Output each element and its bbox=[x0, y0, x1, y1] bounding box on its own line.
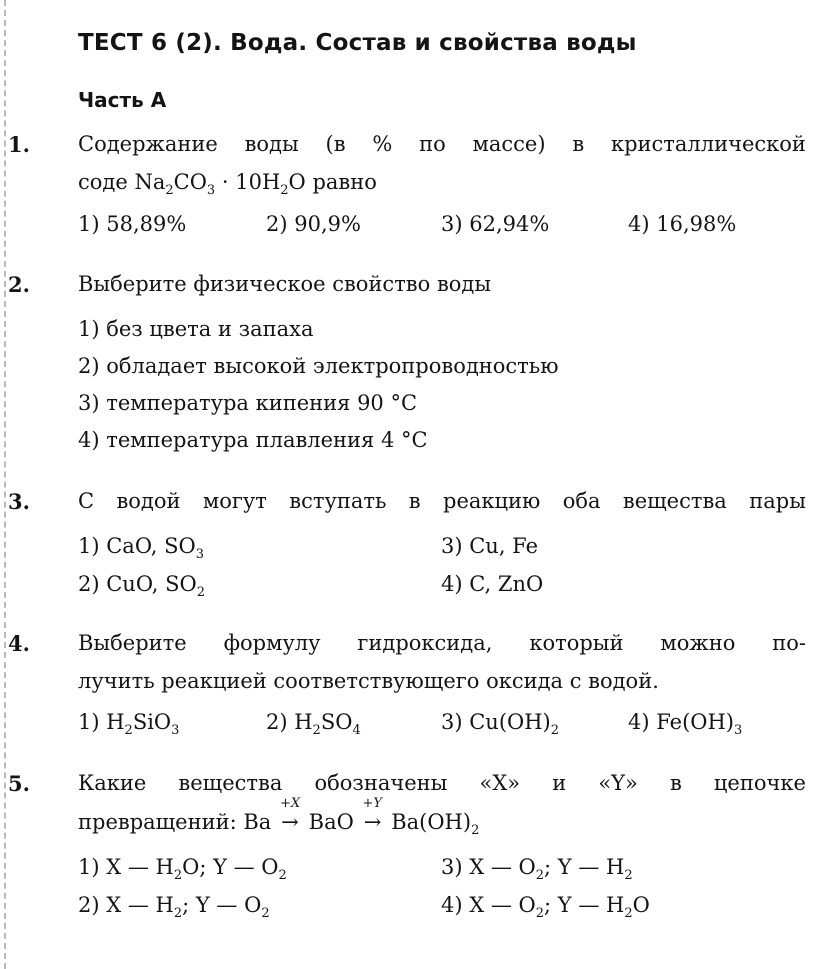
word: цепочке bbox=[713, 771, 806, 795]
part-heading: Часть А bbox=[78, 88, 167, 112]
formula-part: 4) X — O bbox=[441, 893, 536, 917]
formula-part: ; Y — H bbox=[544, 893, 625, 917]
formula-part: ; Y — O bbox=[182, 893, 262, 917]
word: по- bbox=[772, 631, 806, 655]
arrow-icon: → bbox=[363, 810, 382, 834]
question-5-option-2[interactable] bbox=[78, 893, 270, 921]
question-2-option-3[interactable]: 3) температура кипения 90 °С bbox=[78, 391, 418, 415]
word: оба bbox=[562, 489, 601, 513]
reaction-arrow-1 bbox=[278, 796, 302, 834]
subscript: 2 bbox=[124, 723, 133, 738]
question-2-option-4[interactable]: 4) температура плавления 4 °С bbox=[78, 428, 428, 452]
question-1-option-3[interactable]: 3) 62,94% bbox=[441, 212, 550, 236]
word: реакцию bbox=[443, 489, 541, 513]
arrow-label: +Y bbox=[362, 796, 382, 811]
subscript: 3 bbox=[206, 183, 216, 198]
text-part: превращений: Ba bbox=[78, 810, 278, 834]
subscript: 2 bbox=[535, 868, 545, 883]
question-5-option-1[interactable] bbox=[78, 855, 287, 883]
question-4-text-line1 bbox=[78, 631, 806, 655]
word: гидроксида, bbox=[357, 631, 493, 655]
question-4-option-4[interactable] bbox=[628, 710, 743, 738]
word: который bbox=[529, 631, 624, 655]
word: вещества bbox=[178, 771, 283, 795]
question-1-text-line2 bbox=[78, 170, 377, 198]
word: % bbox=[372, 132, 393, 156]
question-2-text: Выберите физическое свойство воды bbox=[78, 272, 492, 296]
formula-part: 3) Cu(OH) bbox=[441, 710, 551, 734]
subscript: 2 bbox=[173, 906, 183, 921]
subscript: 2 bbox=[261, 906, 270, 921]
subscript: 3 bbox=[734, 723, 743, 738]
word: формулу bbox=[223, 631, 321, 655]
subscript: 2 bbox=[312, 723, 321, 738]
word: массе) bbox=[472, 132, 546, 156]
word: «Y» bbox=[598, 771, 638, 795]
question-1-option-2[interactable]: 2) 90,9% bbox=[266, 212, 361, 236]
word: «X» bbox=[479, 771, 521, 795]
word: Содержание bbox=[78, 132, 218, 156]
subscript: 3 bbox=[171, 723, 180, 738]
formula-part: 2) H bbox=[266, 710, 313, 734]
subscript: 2 bbox=[550, 723, 560, 738]
formula-part: · 10H bbox=[215, 170, 281, 194]
question-1-option-1[interactable]: 1) 58,89% bbox=[78, 212, 187, 236]
word: пары bbox=[749, 489, 806, 513]
subscript: 2 bbox=[173, 868, 183, 883]
subscript: 2 bbox=[624, 868, 633, 883]
question-4-option-2[interactable] bbox=[266, 710, 361, 738]
subscript: 2 bbox=[280, 183, 289, 198]
option-label: 1) CaO, SO bbox=[78, 534, 196, 558]
word: водой bbox=[116, 489, 181, 513]
question-3-option-3[interactable] bbox=[441, 534, 538, 558]
formula-part: O bbox=[632, 893, 650, 917]
question-3-text bbox=[78, 489, 806, 513]
formula-part: O; Y — O bbox=[182, 855, 279, 879]
subscript: 3 bbox=[195, 547, 205, 562]
formula-part: 1) H bbox=[78, 710, 125, 734]
word: Какие bbox=[78, 771, 147, 795]
option-label: 4) C, ZnO bbox=[441, 572, 544, 596]
word: в bbox=[408, 489, 421, 513]
question-3-option-1[interactable] bbox=[78, 534, 205, 562]
formula-part: 4) Fe(OH) bbox=[628, 710, 734, 734]
option-label: 3) Cu, Fe bbox=[441, 534, 539, 558]
question-5-option-3[interactable] bbox=[441, 855, 633, 883]
question-5-number: 5. bbox=[8, 771, 30, 796]
question-1-text-line1 bbox=[78, 132, 806, 156]
subscript: 2 bbox=[624, 906, 633, 921]
subscript: 4 bbox=[352, 723, 361, 738]
question-3-number: 3. bbox=[8, 489, 30, 514]
word: кристаллической bbox=[610, 132, 806, 156]
text-part: Ba(OH) bbox=[384, 810, 472, 834]
subscript: 2 bbox=[165, 183, 174, 198]
formula-part: ; Y — H bbox=[544, 855, 625, 879]
arrow-icon: → bbox=[281, 810, 299, 834]
question-4-option-1[interactable] bbox=[78, 710, 180, 738]
formula-part: CO bbox=[173, 170, 207, 194]
word: могут bbox=[202, 489, 267, 513]
word: можно bbox=[660, 631, 736, 655]
option-label: 2) CuO, SO bbox=[78, 572, 197, 596]
subscript: 2 bbox=[535, 906, 545, 921]
question-1-option-4[interactable]: 4) 16,98% bbox=[628, 212, 737, 236]
formula-part: 3) X — O bbox=[441, 855, 536, 879]
question-5-option-4[interactable] bbox=[441, 893, 650, 921]
question-3-option-2[interactable] bbox=[78, 572, 206, 600]
word: воды bbox=[244, 132, 299, 156]
arrow-label: +X bbox=[279, 796, 301, 811]
question-2-number: 2. bbox=[8, 272, 30, 297]
word: по bbox=[419, 132, 446, 156]
subscript: 2 bbox=[278, 868, 287, 883]
question-5-text-line2 bbox=[78, 796, 480, 838]
test-title: ТЕСТ 6 (2). Вода. Состав и свойства воды bbox=[78, 30, 637, 56]
formula-part: 1) X — H bbox=[78, 855, 174, 879]
word: и bbox=[552, 771, 567, 795]
word: в bbox=[669, 771, 682, 795]
word: Выберите bbox=[78, 631, 187, 655]
question-4-text-line2: лучить реакцией соответствующего оксида с водой. bbox=[78, 669, 659, 693]
text-part: BaO bbox=[301, 810, 361, 834]
formula-part: 2) X — H bbox=[78, 893, 174, 917]
formula-part: SiO bbox=[132, 710, 172, 734]
subscript: 2 bbox=[471, 823, 480, 838]
word: вещества bbox=[622, 489, 727, 513]
word: в bbox=[572, 132, 585, 156]
question-2-option-1[interactable]: 1) без цвета и запаха bbox=[78, 317, 314, 341]
word: С bbox=[78, 489, 95, 513]
question-5-text-line1 bbox=[78, 771, 806, 795]
page-edge-dashed-rule bbox=[4, 0, 6, 969]
word: обозначены bbox=[314, 771, 448, 795]
reaction-arrow-2 bbox=[361, 796, 385, 834]
formula-part: соде Na bbox=[78, 170, 166, 194]
formula-part: SO bbox=[320, 710, 353, 734]
word: вступать bbox=[289, 489, 387, 513]
question-3-option-4[interactable] bbox=[441, 572, 543, 596]
question-1-number: 1. bbox=[8, 132, 30, 157]
word: (в bbox=[325, 132, 346, 156]
question-4-option-3[interactable] bbox=[441, 710, 560, 738]
question-4-number: 4. bbox=[8, 631, 30, 656]
question-2-option-2[interactable]: 2) обладает высокой электропроводностью bbox=[78, 354, 559, 378]
subscript: 2 bbox=[196, 585, 206, 600]
formula-part: O равно bbox=[288, 170, 377, 194]
